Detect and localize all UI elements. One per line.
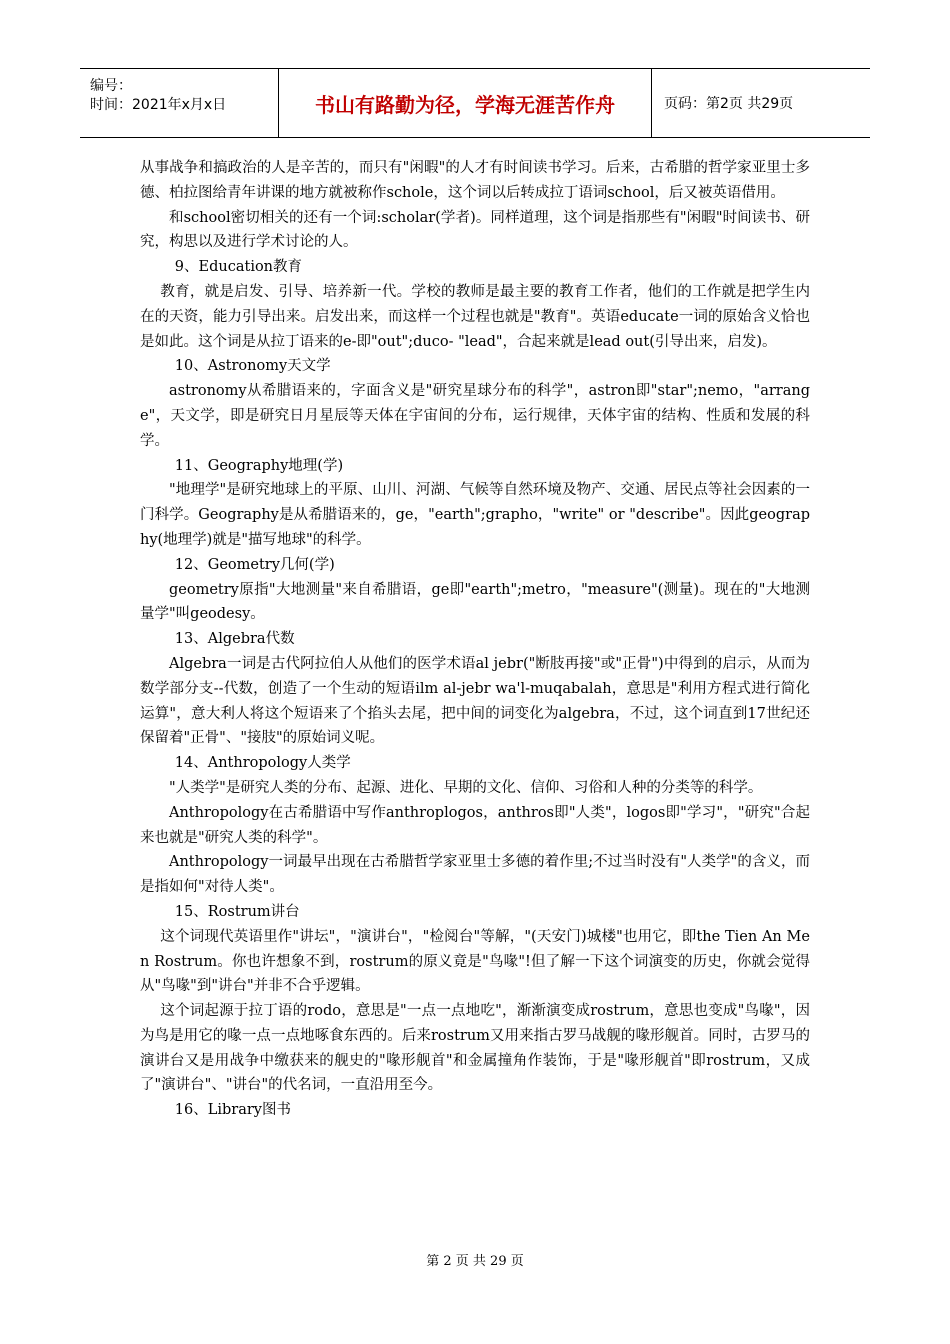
header-time-label: 时间：2021年x月x日 xyxy=(90,97,227,113)
header-meta xyxy=(80,69,279,137)
header-code-label: 编号： xyxy=(90,78,132,94)
body-paragraph: geometry原指"大地测量"来自希腊语，ge即"earth";metro，"measure"(测量)。现在的"大地测量学"叫geodesy。 xyxy=(140,581,810,623)
section-heading: 13、Algebra代数 xyxy=(174,631,295,648)
page-footer: 第 2 页 共 29 页 xyxy=(426,1254,524,1269)
body-paragraph: 这个词起源于拉丁语的rodo，意思是"一点一点地吃"，渐渐演变成rostrum，意思也变成"鸟喙"，因为鸟是用它的喙一点一点地啄食东西的。后来rostrum又用来指古罗马战舰的喙形舰首。同时，古罗马的演讲台又是用战争中缴获来的舰史的"喙形舰首"和金属撞角作装饰，于是"喙形舰首"即rostrum，又成了"演讲台"、"讲台"的代名词，一直沿用至今。 xyxy=(140,1003,810,1094)
document-body xyxy=(140,156,810,1123)
page-header xyxy=(80,68,870,138)
section-heading: 11、Geography地理(学) xyxy=(174,457,344,474)
section-heading: 9、Education教育 xyxy=(174,259,303,276)
section-heading: 15、Rostrum讲台 xyxy=(174,903,300,920)
body-paragraph: 从事战争和搞政治的人是辛苦的，而只有"闲暇"的人才有时间读书学习。后来，古希腊的哲学家亚里士多德、柏拉图给青年讲课的地方就被称作schole，这个词以后转成拉丁语词school，后又被英语借用。 xyxy=(140,160,810,201)
body-paragraph: "地理学"是研究地球上的平原、山川、河湖、气候等自然环境及物产、交通、居民点等社会因素的一门科学。Geography是从希腊语来的，ge，"earth";grapho，"write" or "describe"。因此geography(地理学)就是"描写地球"的科学。 xyxy=(140,482,810,548)
header-page-info: 页码：第2页 共29页 xyxy=(664,96,794,112)
body-paragraph: Algebra一词是古代阿拉伯人从他们的医学术语al jebr("断肢再接"或"正骨")中得到的启示，从而为数学部分支--代数，创造了一个生动的短语ilm al-jebr wa'l-muqabalah，意思是"利用方程式进行简化运算"，意大利人将这个短语来了个掐头去尾，把中间的词变化为algebra，不过，这个词直到17世纪还保留着"正骨"、"接肢"的原始词义呢。 xyxy=(140,655,810,747)
body-paragraph: 这个词现代英语里作"讲坛"，"演讲台"，"检阅台"等解，"(天安门)城楼"也用它，即the Tien An Men Rostrum。你也许想象不到，rostrum的原义竟是"鸟喙"!但了解一下这个词演变的历史，你就会觉得从"鸟喙"到"讲台"并非不合乎逻辑。 xyxy=(140,928,810,995)
body-paragraph: Anthropology在古希腊语中写作anthroplogos，anthros即"人类"，logos即"学习"，"研究"合起来也就是"研究人类的科学"。 xyxy=(140,804,810,846)
body-paragraph: Anthropology一词最早出现在古希腊哲学家亚里士多德的着作里;不过当时没有"人类学"的含义，而是指如何"对待人类"。 xyxy=(140,854,810,896)
body-paragraph: 和school密切相关的还有一个词:scholar(学者)。同样道理，这个词是指那些有"闲暇"时间读书、研究，构思以及进行学术讨论的人。 xyxy=(140,209,810,251)
body-paragraph: "人类学"是研究人类的分布、起源、进化、早期的文化、信仰、习俗和人种的分类等的科学。 xyxy=(169,779,763,796)
section-heading: 12、Geometry几何(学) xyxy=(174,556,335,573)
section-heading: 10、Astronomy天文学 xyxy=(174,358,331,375)
section-heading: 14、Anthropology人类学 xyxy=(174,755,351,772)
header-motto: 书山有路勤为径，学海无涯苦作舟 xyxy=(279,69,652,137)
section-heading: 16、Library图书 xyxy=(174,1102,291,1119)
body-paragraph: 教育，就是启发、引导、培养新一代。学校的教师是最主要的教育工作者，他们的工作就是把学生内在的天资，能力引导出来。启发出来，而这样一个过程也就是"教育"。英语educate一词的原始含义恰也是如此。这个词是从拉丁语来的e-即"out";duco- "lead"，合起来就是lead out(引导出来，启发)。 xyxy=(140,283,810,350)
body-paragraph: astronomy从希腊语来的，字面含义是"研究星球分布的科学"，astron即"star";nemo，"arrange"，天文学，即是研究日月星辰等天体在宇宙间的分布，运行规律，天体宇宙的结构、性质和发展的科学。 xyxy=(140,383,810,449)
